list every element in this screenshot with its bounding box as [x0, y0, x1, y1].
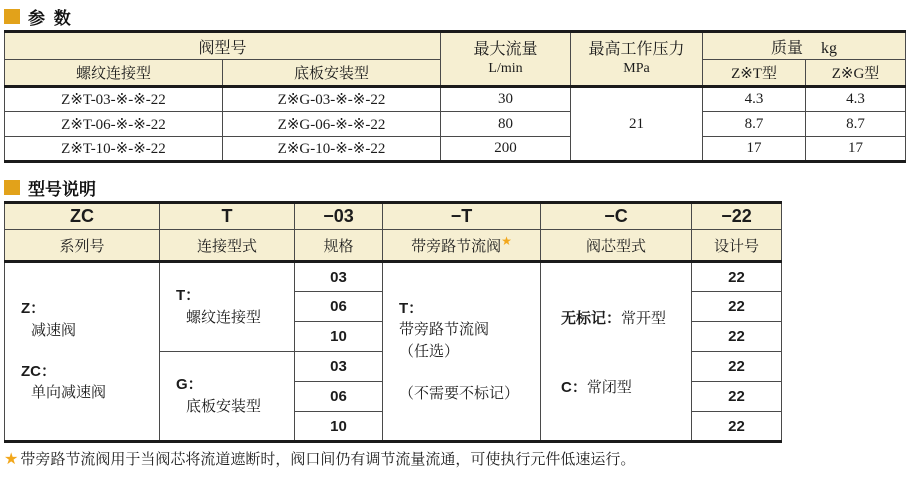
- model-title-text: 型号说明: [28, 179, 96, 199]
- size-cell: 06: [295, 382, 383, 412]
- mass-g-cell: 4.3: [806, 87, 906, 112]
- max-pressure-unit: MPa: [623, 61, 650, 77]
- orange-square-icon: [4, 180, 20, 195]
- max-pressure-header: [571, 32, 703, 87]
- model-code-table: [4, 201, 782, 443]
- code-connection: T: [160, 203, 295, 230]
- flow-cell: 30: [441, 87, 571, 112]
- orange-square-icon: [4, 9, 20, 24]
- threaded-model-cell: Z※T-06-※-※-22: [5, 112, 223, 137]
- footnote-text: 带旁路节流阀用于当阀芯将流道遮断时，阀口间仍有调节流量流通，可使执行元件低速运行。: [20, 452, 636, 468]
- label-bypass-text: 带旁路节流阀: [411, 238, 502, 255]
- threaded-model-cell: Z※T-10-※-※-22: [5, 137, 223, 162]
- label-design: 设计号: [692, 230, 782, 262]
- max-pressure-title: 最高工作压力: [588, 40, 685, 58]
- code-bypass: −T: [383, 203, 541, 230]
- series-code: Z：: [21, 300, 46, 317]
- bypass-line3: （不需要不标记）: [399, 385, 520, 402]
- series-options-cell: [5, 262, 160, 442]
- series-code: ZC：: [21, 362, 56, 380]
- spool-options-cell: [541, 262, 692, 442]
- size-cell: 03: [295, 262, 383, 292]
- subplate-model-cell: Z※G-03-※-※-22: [223, 87, 441, 112]
- spool-desc: 常开型: [621, 310, 667, 327]
- mass-t-cell: 17: [703, 137, 806, 162]
- series-option: [21, 298, 153, 343]
- size-cell: 10: [295, 322, 383, 352]
- subplate-model-cell: Z※G-10-※-※-22: [223, 137, 441, 162]
- label-bypass: [383, 230, 541, 262]
- size-cell: 06: [295, 292, 383, 322]
- spool-option: [561, 307, 691, 328]
- model-section-title: [4, 177, 909, 197]
- flow-cell: 200: [441, 137, 571, 162]
- bypass-note-cell: [383, 262, 541, 442]
- mass-g-cell: 8.7: [806, 112, 906, 137]
- label-spool: 阀芯型式: [541, 230, 692, 262]
- design-cell: 22: [692, 382, 782, 412]
- params-section-title: [4, 6, 909, 26]
- footnote: [4, 448, 909, 469]
- connection-code: G：: [176, 375, 203, 393]
- label-series: 系列号: [5, 230, 160, 262]
- bypass-line1: 带旁路节流阀: [399, 322, 490, 339]
- bypass-code: T：: [399, 299, 424, 317]
- design-cell: 22: [692, 322, 782, 352]
- threaded-header: 螺纹连接型: [5, 60, 223, 87]
- connection-option-g-cell: [160, 352, 295, 442]
- valve-model-header: 阀型号: [5, 32, 441, 60]
- mass-t-header: Z※T型: [703, 60, 806, 87]
- spool-code: C：: [561, 378, 587, 396]
- spool-code: 无标记：: [561, 309, 622, 327]
- connection-desc: 底板安装型: [186, 398, 262, 415]
- mass-unit-text: kg: [821, 39, 838, 57]
- connection-desc: 螺纹连接型: [186, 309, 262, 326]
- code-design: −22: [692, 203, 782, 230]
- size-cell: 10: [295, 412, 383, 442]
- size-cell: 03: [295, 352, 383, 382]
- max-flow-header: [441, 32, 571, 87]
- subplate-header: 底板安装型: [223, 60, 441, 87]
- design-cell: 22: [692, 412, 782, 442]
- spool-desc: 常闭型: [586, 379, 632, 396]
- design-cell: 22: [692, 352, 782, 382]
- code-spool: −C: [541, 203, 692, 230]
- label-connection: 连接型式: [160, 230, 295, 262]
- series-desc: 减速阀: [31, 322, 77, 339]
- mass-g-header: Z※G型: [806, 60, 906, 87]
- star-icon: ★: [4, 450, 19, 468]
- params-title-text: 参 数: [28, 8, 73, 28]
- pressure-cell: 21: [571, 87, 703, 162]
- series-desc: 单向减速阀: [31, 385, 107, 402]
- params-table: [4, 30, 906, 163]
- connection-option-t-cell: [160, 262, 295, 352]
- max-flow-title: 最大流量: [473, 40, 538, 58]
- design-cell: 22: [692, 262, 782, 292]
- connection-code: T：: [176, 286, 201, 304]
- code-size: −03: [295, 203, 383, 230]
- subplate-model-cell: Z※G-06-※-※-22: [223, 112, 441, 137]
- max-flow-unit: L/min: [488, 61, 523, 77]
- mass-t-cell: 4.3: [703, 87, 806, 112]
- mass-t-cell: 8.7: [703, 112, 806, 137]
- design-cell: 22: [692, 292, 782, 322]
- bypass-line2: （任选）: [399, 344, 460, 360]
- mass-header-text: 质量: [771, 39, 804, 57]
- mass-header: [703, 32, 906, 60]
- threaded-model-cell: Z※T-03-※-※-22: [5, 87, 223, 112]
- mass-g-cell: 17: [806, 137, 906, 162]
- series-option: [21, 361, 153, 406]
- flow-cell: 80: [441, 112, 571, 137]
- label-size: 规格: [295, 230, 383, 262]
- code-series: ZC: [5, 203, 160, 230]
- spool-option: [561, 376, 691, 397]
- star-icon: ★: [501, 233, 512, 248]
